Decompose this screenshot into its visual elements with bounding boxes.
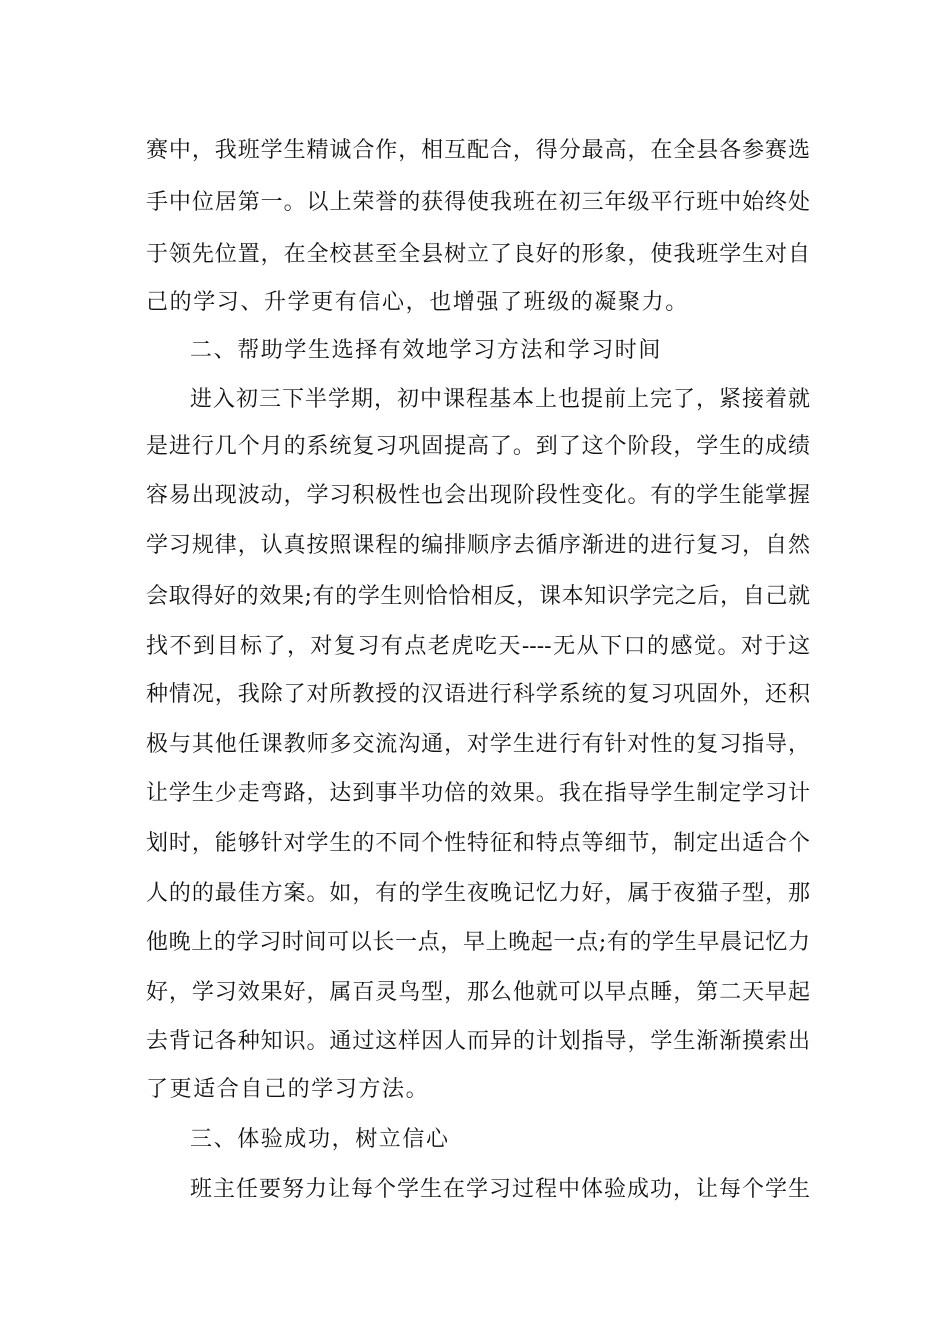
text-line: 让学生少走弯路，达到事半功倍的效果。我在指导学生制定学习计 <box>146 781 810 806</box>
text-line: 己的学习、升学更有信心，也增强了班级的凝聚力。 <box>146 290 689 315</box>
paragraph-first-line: 班主任要努力让每个学生在学习过程中体验成功，让每个学生 <box>190 1177 810 1202</box>
text-line: 他晚上的学习时间可以长一点，早上晚起一点;有的学生早晨记忆力 <box>146 930 810 955</box>
text-line: 找不到目标了，对复习有点老虎吃天----无从下口的感觉。对于这 <box>146 634 810 659</box>
text-line: 好，学习效果好，属百灵鸟型，那么他就可以早点睡，第二天早起 <box>146 980 810 1005</box>
text-line: 会取得好的效果;有的学生则恰恰相反，课本知识学完之后，自己就 <box>146 584 810 609</box>
paragraph-first-line: 进入初三下半学期，初中课程基本上也提前上完了，紧接着就 <box>190 387 810 412</box>
text-line: 了更适合自己的学习方法。 <box>146 1077 430 1102</box>
text-line: 手中位居第一。以上荣誉的获得使我班在初三年级平行班中始终处 <box>146 190 810 215</box>
text-line: 去背记各种知识。通过这样因人而异的计划指导，学生渐渐摸索出 <box>146 1029 810 1054</box>
text-line: 划时，能够针对学生的不同个性特征和特点等细节，制定出适合个 <box>146 831 810 856</box>
text-line: 人的的最佳方案。如，有的学生夜晚记忆力好，属于夜猫子型，那 <box>146 881 810 906</box>
text-line: 赛中，我班学生精诚合作，相互配合，得分最高，在全县各参赛选 <box>146 138 810 163</box>
section-heading: 二、帮助学生选择有效地学习方法和学习时间 <box>190 338 663 363</box>
text-line: 种情况，我除了对所教授的汉语进行科学系统的复习巩固外，还积 <box>146 682 810 707</box>
text-line: 是进行几个月的系统复习巩固提高了。到了这个阶段，学生的成绩 <box>146 434 810 459</box>
text-line: 极与其他任课教师多交流沟通，对学生进行有针对性的复习指导， <box>146 732 810 757</box>
text-line: 容易出现波动，学习积极性也会出现阶段性变化。有的学生能掌握 <box>146 483 810 508</box>
text-line: 学习规律，认真按照课程的编排顺序去循序渐进的进行复习，自然 <box>146 533 810 558</box>
text-line: 于领先位置，在全校甚至全县树立了良好的形象，使我班学生对自 <box>146 242 810 267</box>
section-heading: 三、体验成功，树立信心 <box>190 1127 450 1152</box>
